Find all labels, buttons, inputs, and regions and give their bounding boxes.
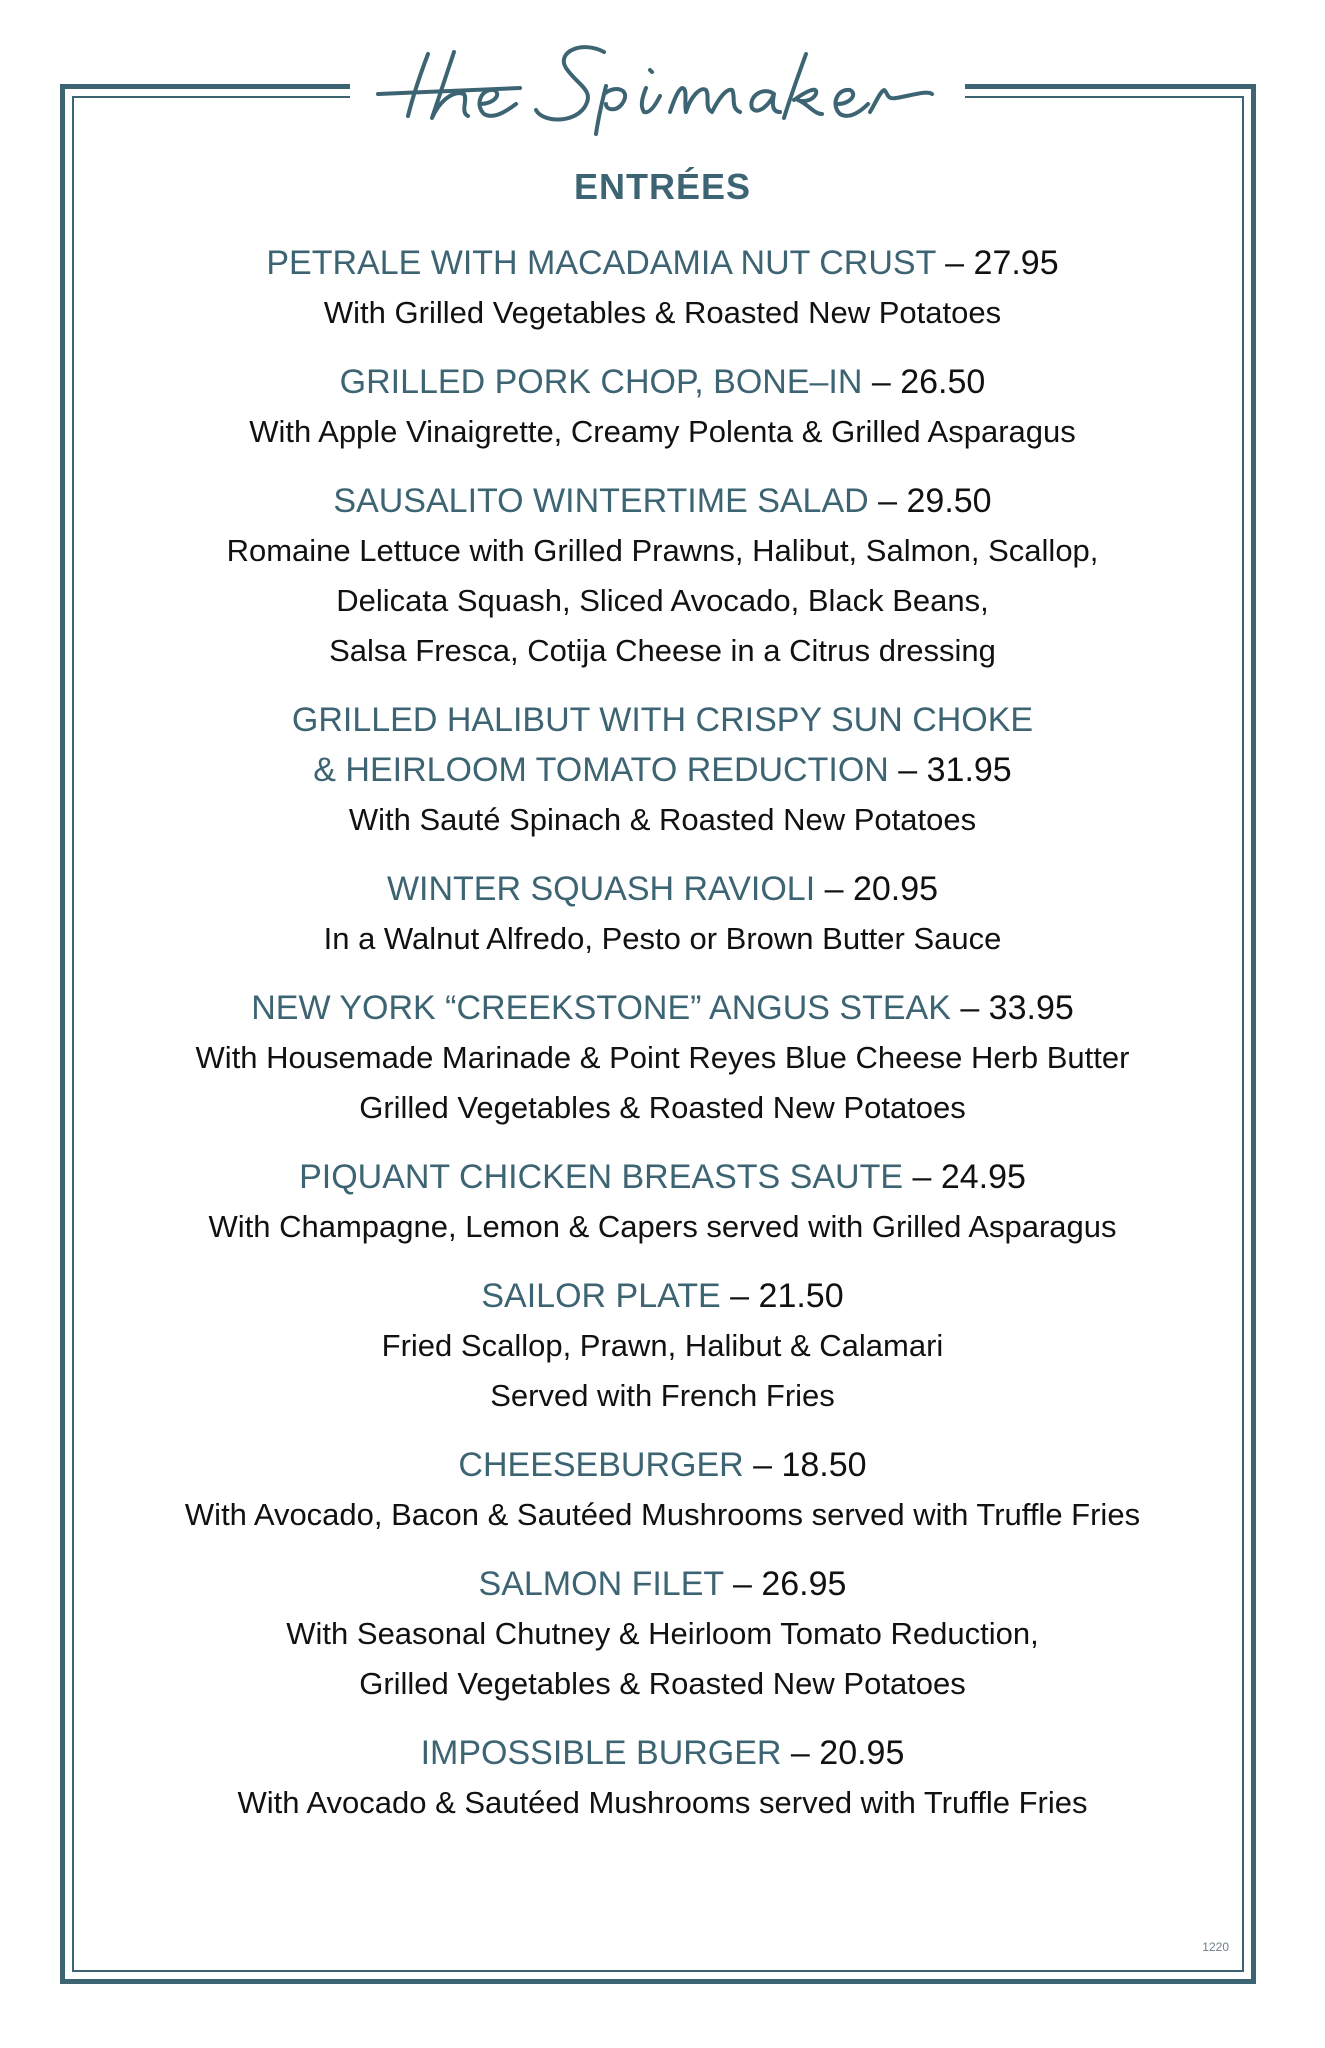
menu-item-price: – 27.95 — [935, 244, 1059, 282]
menu-item-price: – 29.50 — [868, 482, 992, 520]
menu-item-name: SAUSALITO WINTERTIME SALAD — [333, 482, 869, 520]
menu-item-title — [100, 1152, 1225, 1202]
menu-item-title — [100, 1440, 1225, 1490]
menu-item-description: With Sauté Spinach & Roasted New Potatoes — [348, 802, 977, 837]
menu-item-title — [100, 745, 1225, 795]
menu-item — [100, 1440, 1225, 1540]
menu-item-description: Grilled Vegetables & Roasted New Potatoes — [359, 1666, 966, 1701]
menu-item — [100, 695, 1225, 845]
menu-item-price: – 24.95 — [903, 1158, 1026, 1196]
menu-item-description: In a Walnut Alfredo, Pesto or Brown Butter Sauce — [323, 921, 1002, 956]
menu-item-description: Grilled Vegetables & Roasted New Potatoes — [359, 1090, 966, 1125]
menu-item-title — [100, 1559, 1225, 1609]
menu-item — [100, 1271, 1225, 1421]
menu-item-title — [100, 983, 1225, 1033]
menu-item-description: Salsa Fresca, Cotija Cheese in a Citrus dressing — [329, 633, 996, 668]
spinnaker-logo — [370, 30, 940, 140]
menu-code: 1220 — [1202, 1940, 1229, 1954]
menu-item-title — [100, 1728, 1225, 1778]
menu-item-title — [100, 357, 1225, 407]
menu-item-title — [100, 238, 1225, 288]
menu-item-description: Served with French Fries — [490, 1378, 835, 1413]
menu-item-description: Delicata Squash, Sliced Avocado, Black Beans, — [336, 583, 989, 618]
menu-item-name: NEW YORK “CREEKSTONE” ANGUS STEAK — [251, 989, 951, 1027]
menu-item-description: With Housemade Marinade & Point Reyes Blue Cheese Herb Butter — [195, 1040, 1130, 1075]
menu-item-description: With Apple Vinaigrette, Creamy Polenta & Grilled Asparagus — [249, 414, 1076, 449]
menu-item-name: SAILOR PLATE — [481, 1277, 721, 1315]
menu-item-name: PIQUANT CHICKEN BREASTS SAUTE — [299, 1158, 904, 1196]
menu-item-price: – 26.95 — [723, 1565, 847, 1603]
menu-item-name: WINTER SQUASH RAVIOLI — [386, 870, 816, 908]
menu-item-price: – 33.95 — [950, 989, 1074, 1027]
menu-item — [100, 238, 1225, 338]
menu-item-title — [100, 476, 1225, 526]
menu-item-title — [100, 1271, 1225, 1321]
menu-item-title — [100, 864, 1225, 914]
menu-item-description: Fried Scallop, Prawn, Halibut & Calamari — [381, 1328, 944, 1363]
menu-item-description: With Grilled Vegetables & Roasted New Potatoes — [323, 295, 1002, 330]
menu-item-description: Romaine Lettuce with Grilled Prawns, Halibut, Salmon, Scallop, — [226, 533, 1099, 568]
menu-item — [100, 357, 1225, 457]
menu-item-price: – 31.95 — [888, 751, 1012, 789]
menu-item-name: CHEESEBURGER — [458, 1446, 744, 1484]
menu-item-name: PETRALE WITH MACADAMIA NUT CRUST — [266, 244, 936, 282]
menu-item-name: & HEIRLOOM TOMATO REDUCTION — [313, 751, 889, 789]
menu-item-price: – 26.50 — [862, 363, 986, 401]
menu-item-price: – 21.50 — [720, 1277, 844, 1315]
menu-item-description: With Avocado, Bacon & Sautéed Mushrooms served with Truffle Fries — [184, 1497, 1141, 1532]
menu-item-price: – 20.95 — [815, 870, 939, 908]
menu-item-title — [100, 695, 1225, 745]
menu-item-name: IMPOSSIBLE BURGER — [420, 1734, 782, 1772]
menu-item-name: GRILLED PORK CHOP, BONE–IN — [339, 363, 863, 401]
menu-item-price: – 20.95 — [781, 1734, 905, 1772]
menu-item-price: – 18.50 — [743, 1446, 867, 1484]
menu-item — [100, 1728, 1225, 1828]
menu-item-description: With Champagne, Lemon & Capers served with Grilled Asparagus — [208, 1209, 1117, 1244]
menu-item — [100, 1559, 1225, 1709]
menu-item-name: SALMON FILET — [478, 1565, 724, 1603]
menu-item — [100, 983, 1225, 1133]
menu-item-name: GRILLED HALIBUT WITH CRISPY SUN CHOKE — [291, 701, 1034, 739]
menu-item — [100, 864, 1225, 964]
menu-item-description: With Avocado & Sautéed Mushrooms served with Truffle Fries — [237, 1785, 1088, 1820]
menu-item-description: With Seasonal Chutney & Heirloom Tomato Reduction, — [286, 1616, 1039, 1651]
menu-item — [100, 476, 1225, 676]
entrees-list — [100, 238, 1225, 1847]
section-title: ENTRÉES — [573, 166, 752, 207]
menu-item — [100, 1152, 1225, 1252]
